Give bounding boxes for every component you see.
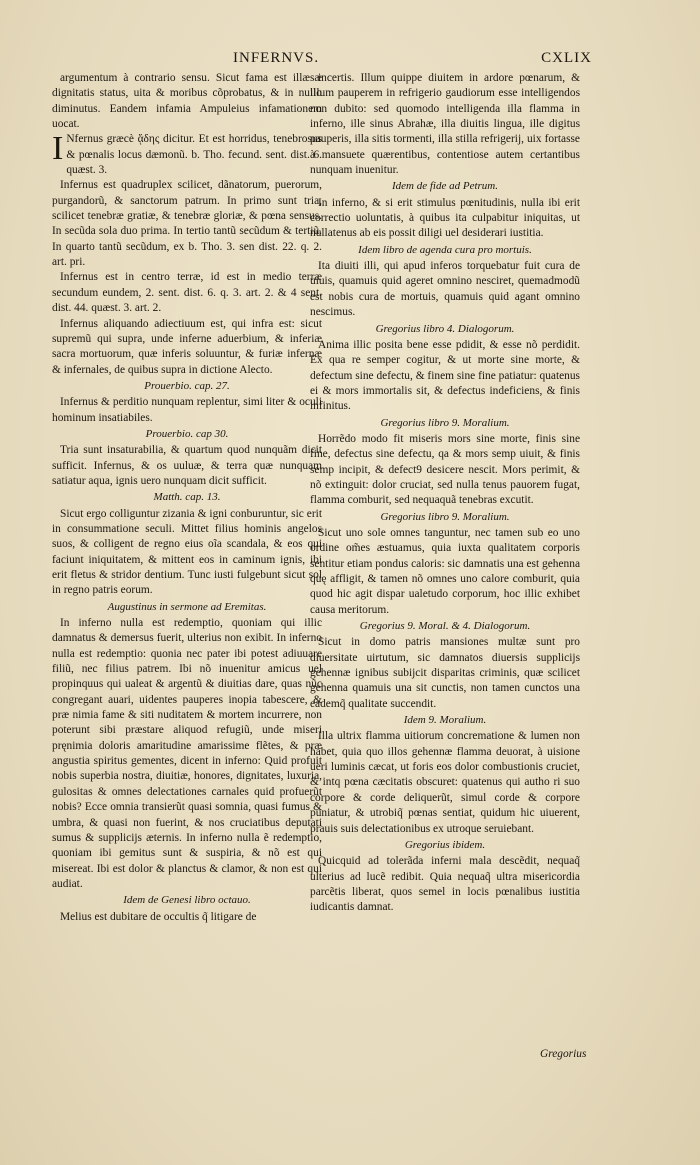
paragraph: argumentum à contrario sensu. Sicut fama est illæsæ dignitatis status, uita & moribus cõprobatus, & in nullo diminutus. Eandem infamia Ampuleius infamationem uocat.: [52, 72, 322, 131]
citation-heading: Gregorius libro 9. Moralium.: [380, 416, 510, 429]
paragraph: Melius est dubitare de occultis q̃ litigare de: [60, 910, 257, 923]
paragraph: Infernus & perditio nunquam replentur, simi liter & oculi hominum insatiabiles.: [52, 396, 322, 424]
paragraph: Quicquid ad tolerãda inferni mala descẽdit, nequaq̃ ulterius ad lucẽ redibit. Quia nequaq̃ ultra misericordia parcẽtis liberat, quos semel in locis pœnalibus iustitia iudicantis damnat.: [310, 855, 580, 914]
paragraph: Illa ultrix flamma uitiorum concrematione & lumen non habet, quia quo illos gehennæ flamma deuorat, à uisione ueri luminis cæcat, ut foris eos dolor combustionis cruciet, & intq pœna cæcitatis obscuret: quatenus qui autho ri suo corpore & corde deliquerũt, simul corde & corpore puniatur, & utrobiq̃ pœnas sentiat, quidum hic uiuerent, prauis suis delectationibus ex utroque seruiebant.: [310, 730, 580, 835]
paragraph: Infernus est in centro terræ, id est in medio terræ secundum eundem, 2. sent. dist. 6. q. 3. art. 2. & 4 sent. dist. 44. quæst. 3. art. 2.: [52, 271, 322, 315]
paragraph: Anima illic posita bene esse pdidit, & esse nõ perdidit. Ex qua re semper cogitur, & ut morte sine morte, & defectum sine defectu, & finem sine fine patiatur: quatenus ei & mors immortalis sit, & defectus indeficiens, & finis infinitus.: [310, 338, 580, 413]
paragraph: [52, 132, 322, 178]
citation-heading: Prouerbio. cap 30.: [145, 427, 229, 440]
citation-heading: Idem de fide ad Petrum.: [392, 180, 498, 193]
paragraph: Sicut ergo colliguntur zizania & igni conburuntur, sic erit in consummatione seculi. Mittet filius hominis angelos suos, & colligent de regno eius oĩa scandala, & eos qui faciunt iniquitatem, & mittent eos in caminum ignis, ibi erit fletus & stridor dentium. Tunc iusti fulgebunt sicut sol in regno patris eorum.: [52, 507, 322, 597]
paragraph: Infernus est quadruplex scilicet, dãnatorum, puerorum, purgandorũ, & sanctorum patrum. In primo sunt tria, scilicet tenebræ gratiæ, & tenebræ gloriæ, & pœna sensus. In secũda sola duo prima. In tertio tantũ secũdum & tertiũ. In quarto tantũ secũdum, ex b. Tho. 3. sen dist. 22. q. 2. art. pri.: [52, 179, 322, 269]
citation-heading: Gregorius libro 9. Moralium.: [380, 510, 510, 523]
citation-heading: Gregorius ibidem.: [404, 838, 486, 851]
citation-heading: Gregorius libro 4. Dialogorum.: [375, 322, 515, 335]
paragraph: Infernus aliquando adiectiuum est, qui infra est: sicut supremũ qui supra, unde inferne aduerbium, & inferiæ sacra mortuorum, quæ inferis soluuntur, & furiæ infernæ & infernales, de quibus supra in dictione Alecto.: [52, 317, 322, 376]
left-column: [52, 71, 322, 925]
catchword: Gregorius: [540, 1048, 587, 1060]
drop-cap: I: [52, 130, 64, 168]
citation-heading: Matth. cap. 13.: [153, 491, 221, 504]
paragraph: Horrẽdo modo fit miseris mors sine morte, finis sine fine, defectus sine defectu, qa & mors semp uiuit, & finis semp incipit, & defect9 desicere nescit. Mors perimit, & nõ extinguit: dolor cruciat, sed nulla tenus pauorem fugat, flamma comburit, sed nequaquã tenebras excutit.: [310, 432, 580, 507]
folio-number: CXLIX: [541, 50, 592, 66]
paragraph: Sicut uno sole omnes tanguntur, nec tamen sub eo uno ordine om̃es æstuamus, quia iuxta qualitatem corporis sentitur etiam pondus caloris: sic damnatis una est gehenna quę affligit, & tamen nõ omnes uno calore comburit, quia quod hic agit dispar ualetudo corporum, hoc illic exhibet causa meritorum.: [310, 526, 580, 616]
running-title: INFERNVS.: [233, 50, 320, 66]
page-header: [215, 50, 592, 70]
paragraph: In inferno, & si erit stimulus pœnitudinis, nulla ibi erit correctio uoluntatis, à quibus ita culpabitur iniquitas, ut nullatenus ab eis possit diligi uel desiderari iustitia.: [310, 196, 580, 240]
citation-heading: Gregorius 9. Moral. & 4. Dialogorum.: [359, 620, 531, 633]
paragraph: Tria sunt insaturabilia, & quartum quod nunquãm dicit sufficit. Infernus, & os uuluæ, & terra quæ nunquam satiatur aqua, ignis uero nunquam dicit sufficit.: [52, 444, 322, 487]
paragraph: incertis. Illum quippe diuitem in ardore pœnarum, & illum pauperem in refrigerio gaudiorum esse intelligendos non dubito: sed quomodo intelligenda illa flamma in inferno, ille sinus Abrahæ, illa diuitis lingua, ille digitus pauperis, illa sitis tormenti, illa stilla refrigerij, uix fortasse à mansuete quærentibus, contentiose autem certantibus nunquam inuenitur.: [310, 72, 580, 177]
citation-heading: Augustinus in sermone ad Eremitas.: [107, 600, 267, 613]
paragraph: Ita diuiti illi, qui apud inferos torquebatur fuit cura de uiuis, quamuis quid ageret omnino nesciret, quemadmodũ est nobis cura de mortuis, quamuis quid agant omnino nescimus.: [310, 260, 580, 319]
citation-heading: Idem libro de agenda cura pro mortuis.: [358, 243, 532, 256]
citation-heading: Idem de Genesi libro octauo.: [123, 894, 251, 907]
paragraph: Sicut in domo patris mansiones multæ sunt pro diuersitate uirtutum, sic damnatos diuersis supplicijs gehennæ ignibus subijcit disparitas criminis, quæ scilicet gehenna quamuis una sit cunctis, non tamen cunctos una eademq̃ qualitate succendit.: [310, 636, 580, 710]
citation-heading: Idem 9. Moralium.: [403, 714, 487, 727]
citation-heading: Prouerbio. cap. 27.: [144, 379, 230, 392]
paragraph: In inferno nulla est redemptio, quoniam qui illic damnatus & demersus fuerit, ulterius non exibit. In inferno nulla est redemptio: quonia nec pater ibi potest adiuuare filiũ, nec filius patrem. Ibi nõ inuenitur amicus uel propinquus qui ualeat & argentũ & diuitias dare, quas nũc congregant auari, uidentes pauperes inopia tabescere, & præ nimia fame & siti nuditatem & mortem incurrere, non poterunt sibi præstare aliquod refugiũ, unde miseri pręnimia doloris amaritudine amarissime flẽtes, & præ angustia spiritus gementes, dicent in inferno: Quid profuit nobis superbia nostra, diuitiæ, honores, dignitates, luxuria, gulositas & omnes delectationes carnales quid profuerũt nobis? Ecce omnia transierũt quasi somnia, quasi fumus & umbra, & quasi non fuerint, & nos cruciatibus deputati sumus & supplicijs æternis. In inferno nulla ẽ redemptio, quoniam ibi gemitus sunt & suspiria, & nõ est qui misereat. Ibi est dolor & planctus & clamor, & non est qui audiat.: [52, 617, 322, 890]
paragraph-text: Nfernus græcè ᾅδης dicitur. Et est horridus, tenebrosus & pœnalis locus dæmonũ. b. Tho. fecund. sent. dist. 6. quæst. 3.: [66, 133, 322, 177]
right-column: [310, 71, 580, 916]
